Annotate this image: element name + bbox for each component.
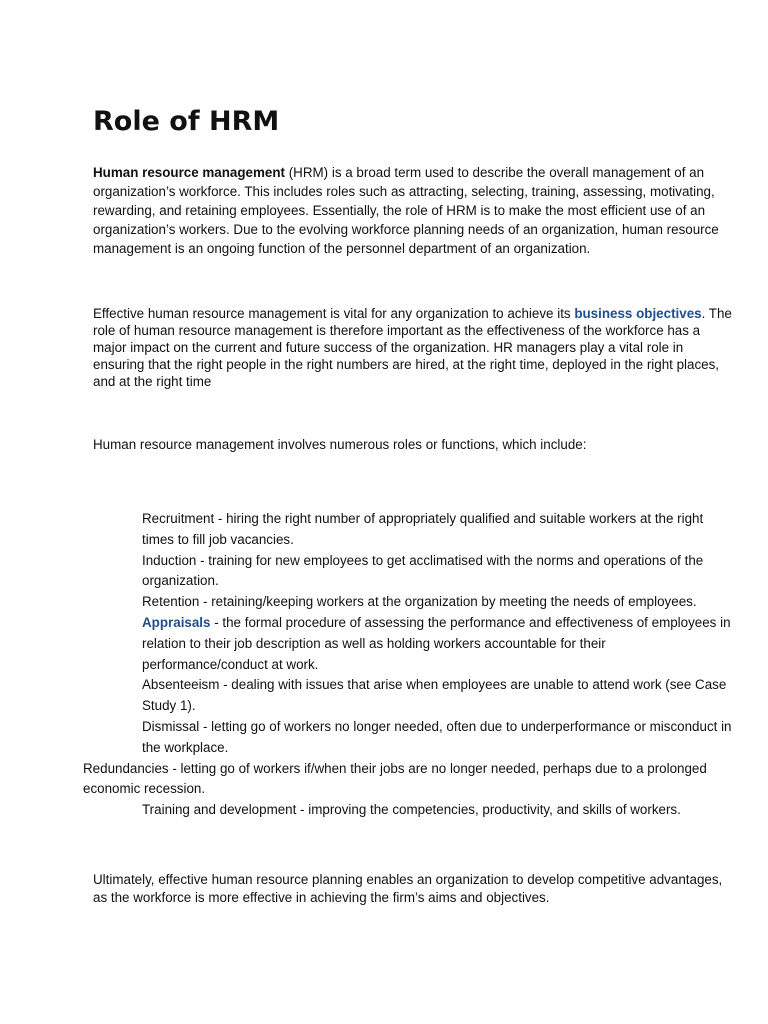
page-title: Role of HRM <box>93 106 280 137</box>
list-item-dismissal: Dismissal - letting go of workers no longer needed, often due to underperformance or misconduct in the workplace. <box>142 718 732 755</box>
importance-text-before: Effective human resource management is vital for any organization to achieve its <box>93 306 575 321</box>
business-objectives-link[interactable]: business objectives <box>574 306 702 321</box>
list-item-redundancies: Redundancies - letting go of workers if/when their jobs are no longer needed, perhaps due to a prolonged economic recession. <box>83 760 707 797</box>
intro-text: (HRM) is a broad term used to describe the overall management of an organization’s workforce. This includes roles such as attracting, selecting, training, assessing, motivating, rewarding, and retaining employees. Essentially, the role of HRM is to make the most efficient use of an organization’s workers. Due to the evolving workforce planning needs of an organization, human resource management is an ongoing function of the personnel department of an organization. <box>93 165 719 256</box>
list-item-retention: Retention - retaining/keeping workers at the organization by meeting the needs of employees. <box>142 594 697 610</box>
appraisals-link[interactable]: Appraisals <box>142 614 211 630</box>
hrm-term: Human resource management <box>93 165 285 180</box>
conclusion-paragraph: Ultimately, effective human resource planning enables an organization to develop competitive advantages, as the workforce is more effective in achieving the firm’s aims and objectives. <box>93 872 723 905</box>
list-item-appraisals <box>83 613 733 675</box>
hrm-roles-list <box>83 509 733 821</box>
functions-intro: Human resource management involves numerous roles or functions, which include: <box>93 437 587 452</box>
importance-paragraph <box>93 305 733 390</box>
importance-text-after: . The role of human resource management is therefore important as the effectiveness of the workforce has a major impact on the current and future success of the organization. HR managers play a vital role in ensuring that the right people in the right numbers are hired, at the right time, deployed in the right places, and at the right time <box>93 306 732 389</box>
list-item-recruitment: Recruitment - hiring the right number of appropriately qualified and suitable workers at the right times to fill job vacancies. <box>142 511 704 547</box>
list-item-induction: Induction - training for new employees to get acclimatised with the norms and operations of the organization. <box>142 552 704 589</box>
list-item-absenteeism: Absenteeism - dealing with issues that arise when employees are unable to attend work (see Case Study 1). <box>142 677 727 714</box>
appraisals-text: - the formal procedure of assessing the performance and effectiveness of employees in relation to their job description as well as holding workers accountable for their performance/conduct at work. <box>142 614 731 672</box>
list-item-training: Training and development - improving the competencies, productivity, and skills of workers. <box>142 802 681 818</box>
intro-paragraph <box>93 163 733 258</box>
